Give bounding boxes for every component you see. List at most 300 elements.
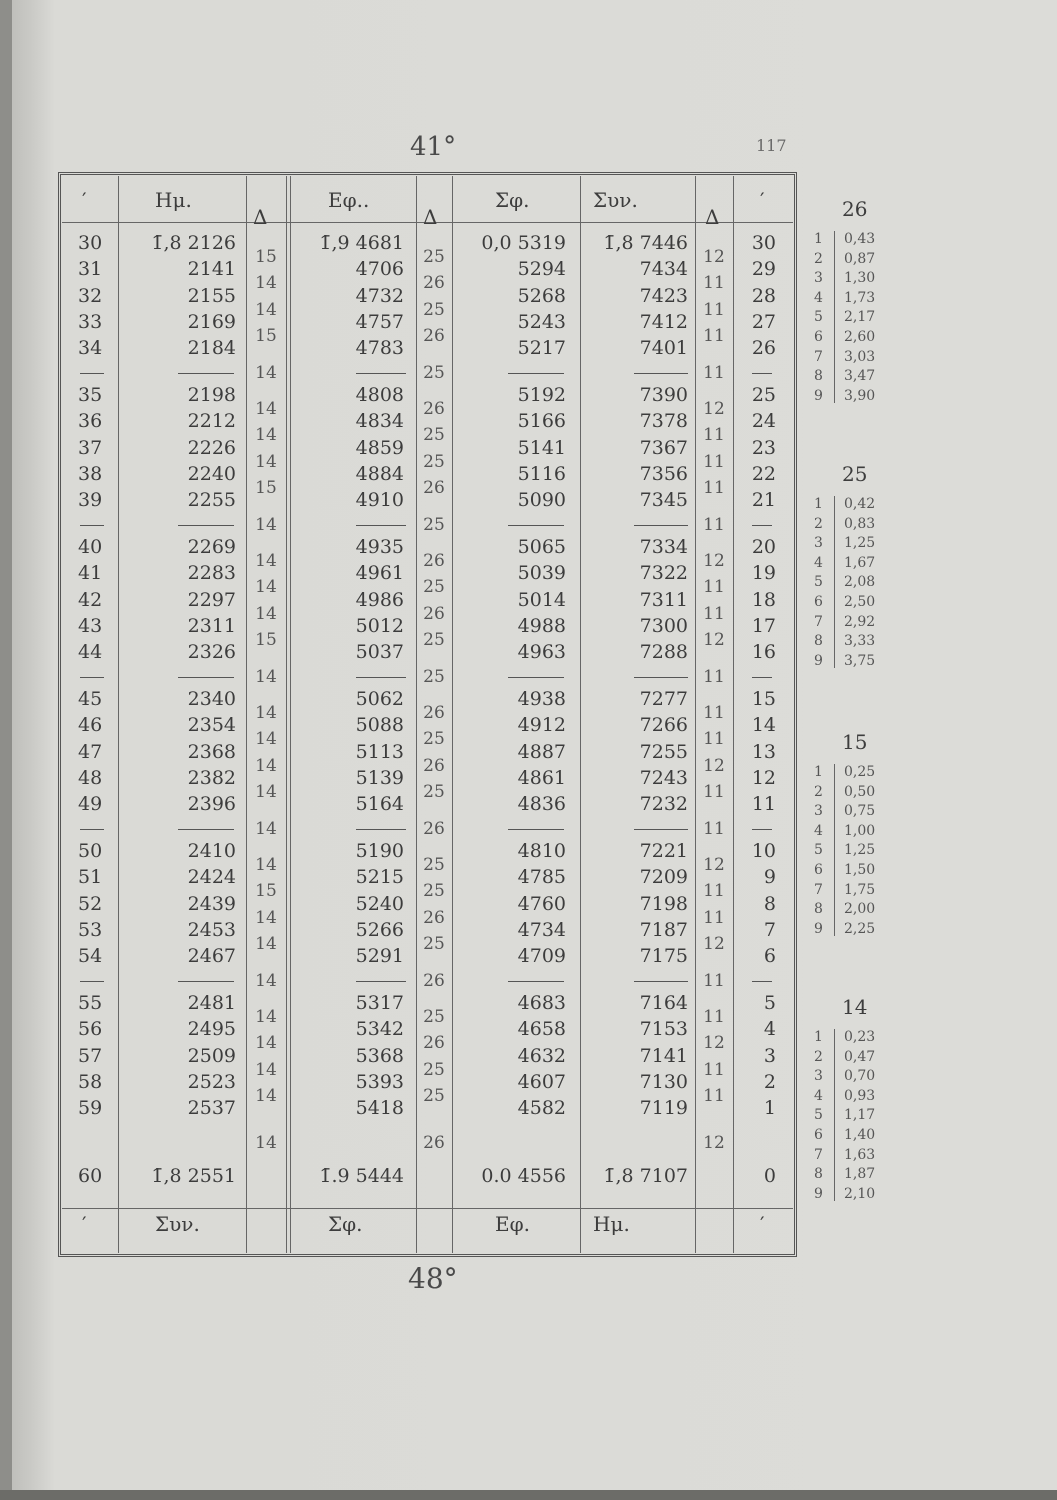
- delta-ef: 25: [423, 577, 445, 598]
- value-hm: 2467: [187, 945, 236, 968]
- group-dash: [634, 981, 688, 982]
- prop-parts-rule: [834, 1029, 835, 1201]
- column-rule: [118, 176, 119, 1253]
- delta-hm: 14: [255, 551, 277, 572]
- delta-syn: 12: [703, 551, 725, 572]
- minute-left: 30: [78, 232, 103, 254]
- value-hm: 2283: [187, 562, 236, 585]
- delta-hm: 14: [255, 818, 277, 839]
- value-hm: 1̄,8 2551: [151, 1165, 236, 1187]
- prop-parts-value: 2,25: [844, 920, 876, 937]
- value-hm: 2509: [187, 1044, 236, 1067]
- minute-left: 42: [78, 588, 103, 611]
- minute-left: 59: [78, 1097, 103, 1120]
- value-ef: 5012: [355, 614, 404, 637]
- delta-ef: 25: [423, 1007, 445, 1028]
- minute-left: 44: [78, 641, 103, 664]
- page-binding: [0, 0, 12, 1500]
- delta-hm: 14: [255, 1059, 277, 1080]
- prop-parts-value: 0,83: [844, 515, 876, 532]
- group-dash: [634, 677, 688, 678]
- value-sf: 4810: [517, 840, 566, 862]
- delta-syn: 11: [703, 273, 725, 294]
- value-ef: 5342: [355, 1018, 404, 1041]
- prop-parts-value: 2,92: [844, 613, 876, 630]
- delta-hm: 14: [255, 855, 277, 876]
- prop-parts-index: 2: [814, 250, 823, 267]
- prop-parts-index: 8: [814, 1166, 823, 1183]
- prop-parts-index: 4: [814, 1087, 823, 1104]
- value-syn: 7322: [639, 562, 688, 585]
- value-ef: 4961: [355, 562, 404, 585]
- prop-parts-index: 4: [814, 289, 823, 306]
- header-degree: 41°: [410, 132, 457, 162]
- prop-parts-title: 15: [842, 730, 868, 754]
- prop-parts-index: 1: [814, 764, 823, 780]
- value-sf: 5065: [517, 536, 566, 558]
- group-dash: [80, 677, 104, 678]
- value-hm: 2326: [187, 641, 236, 664]
- value-hm: 2424: [187, 866, 236, 889]
- prop-parts-value: 3,75: [844, 652, 876, 669]
- value-syn: 1̄,8 7446: [603, 232, 688, 254]
- value-sf: 5268: [517, 284, 566, 307]
- minute-left: 33: [78, 310, 103, 333]
- value-sf: 4709: [517, 945, 566, 968]
- group-dash: [508, 829, 564, 830]
- value-ef: 5317: [355, 992, 404, 1014]
- group-dash: [178, 373, 234, 374]
- minute-right: 28: [751, 284, 776, 307]
- prop-parts-index: 3: [814, 1068, 823, 1085]
- group-dash: [752, 373, 772, 374]
- delta-syn: 11: [703, 703, 725, 724]
- column-header: Δ: [253, 205, 268, 229]
- delta-ef: 25: [423, 881, 445, 902]
- prop-parts-index: 1: [814, 496, 823, 512]
- prop-parts-value: 2,10: [844, 1185, 876, 1202]
- value-hm: 1̄,8 2126: [151, 232, 236, 254]
- delta-ef: 26: [423, 603, 445, 624]
- minute-right: 13: [751, 740, 776, 763]
- value-sf: 4887: [517, 740, 566, 763]
- minute-right: 22: [751, 462, 776, 485]
- value-hm: 2255: [187, 489, 236, 512]
- value-syn: 7164: [639, 992, 688, 1014]
- minute-left: 36: [78, 410, 103, 433]
- group-dash: [634, 373, 688, 374]
- minute-left: 46: [78, 714, 103, 737]
- group-dash: [80, 829, 104, 830]
- prop-parts-value: 0,50: [844, 783, 876, 800]
- minute-right: 14: [751, 714, 776, 737]
- delta-syn: 12: [703, 630, 725, 651]
- value-sf: 5166: [517, 410, 566, 433]
- column-header: Συν.: [593, 188, 638, 212]
- value-hm: 2439: [187, 892, 236, 915]
- prop-parts-index: 3: [814, 535, 823, 552]
- column-header: Δ: [705, 205, 720, 229]
- prop-parts-value: 1,40: [844, 1127, 876, 1143]
- value-syn: 7412: [639, 310, 688, 333]
- value-ef: 5368: [355, 1044, 404, 1067]
- column-footer: Εφ.: [495, 1212, 530, 1236]
- minute-left: 31: [78, 258, 103, 281]
- group-dash: [356, 373, 406, 374]
- delta-hm: 14: [255, 451, 277, 472]
- value-ef: 5418: [355, 1097, 404, 1120]
- prop-parts-index: 1: [814, 231, 823, 247]
- prop-parts-value: 1,00: [844, 822, 876, 839]
- prop-parts-value: 0,25: [844, 764, 876, 780]
- minute-left: 34: [78, 337, 103, 360]
- minute-left: 39: [78, 489, 103, 512]
- group-dash: [508, 677, 564, 678]
- value-sf: 4938: [517, 688, 566, 710]
- delta-ef: 25: [423, 782, 445, 803]
- value-ef: 4935: [355, 536, 404, 558]
- footer-rule: [62, 1208, 793, 1209]
- value-syn: 7255: [639, 740, 688, 763]
- minute-right: 5: [763, 992, 776, 1014]
- minute-right: 2: [763, 1070, 776, 1093]
- value-syn: 7198: [639, 892, 688, 915]
- delta-hm: 14: [255, 703, 277, 724]
- value-ef: 5266: [355, 918, 404, 941]
- minute-right: 20: [751, 536, 776, 558]
- value-syn: 7288: [639, 641, 688, 664]
- value-sf: 5039: [517, 562, 566, 585]
- value-syn: 7345: [639, 489, 688, 512]
- delta-syn: 12: [703, 1133, 725, 1154]
- prop-parts-index: 9: [814, 387, 823, 404]
- delta-hm: 14: [255, 1033, 277, 1054]
- value-sf: 5294: [517, 258, 566, 281]
- value-hm: 2382: [187, 766, 236, 789]
- value-ef: 4834: [355, 410, 404, 433]
- column-header: Ημ.: [155, 188, 192, 212]
- group-dash: [752, 677, 772, 678]
- value-ef: 1̄,9 4681: [319, 232, 404, 254]
- value-syn: 7334: [639, 536, 688, 558]
- delta-syn: 12: [703, 1033, 725, 1054]
- delta-hm: 14: [255, 755, 277, 776]
- value-syn: 7378: [639, 410, 688, 433]
- value-hm: 2169: [187, 310, 236, 333]
- value-ef: 4706: [355, 258, 404, 281]
- delta-ef: 26: [423, 478, 445, 499]
- delta-syn: 11: [703, 818, 725, 839]
- value-sf: 5014: [517, 588, 566, 611]
- prop-parts-value: 0,75: [844, 803, 876, 820]
- value-sf: 4734: [517, 918, 566, 941]
- value-syn: 7175: [639, 945, 688, 968]
- minute-right: 10: [751, 840, 776, 862]
- delta-ef: 26: [423, 326, 445, 347]
- minute-left: 51: [78, 866, 103, 889]
- group-dash: [752, 525, 772, 526]
- prop-parts-index: 1: [814, 1029, 823, 1045]
- prop-parts-index: 2: [814, 1048, 823, 1065]
- delta-syn: 11: [703, 326, 725, 347]
- value-hm: 2396: [187, 793, 236, 816]
- value-ef: 5164: [355, 793, 404, 816]
- prop-parts-value: 1,73: [844, 289, 876, 306]
- prop-parts-index: 6: [814, 329, 823, 345]
- value-hm: 2269: [187, 536, 236, 558]
- minute-left: 35: [78, 384, 103, 406]
- delta-hm: 15: [255, 326, 277, 347]
- delta-hm: 14: [255, 1086, 277, 1107]
- value-syn: 7401: [639, 337, 688, 360]
- prop-parts-title: 26: [842, 197, 868, 221]
- delta-hm: 14: [255, 362, 277, 383]
- value-sf: 4963: [517, 641, 566, 664]
- minute-right: 8: [763, 892, 776, 915]
- delta-hm: 14: [255, 1133, 277, 1154]
- delta-syn: 11: [703, 603, 725, 624]
- value-hm: 2354: [187, 714, 236, 737]
- prop-parts-value: 3,03: [844, 348, 876, 365]
- prop-parts-index: 4: [814, 822, 823, 839]
- delta-syn: 11: [703, 451, 725, 472]
- prop-parts-value: 3,90: [844, 387, 876, 404]
- prop-parts-index: 5: [814, 842, 823, 859]
- minute-left: 47: [78, 740, 103, 763]
- value-sf: 4836: [517, 793, 566, 816]
- group-dash: [508, 981, 564, 982]
- delta-syn: 11: [703, 729, 725, 750]
- column-rule: [286, 176, 287, 1253]
- prop-parts-index: 2: [814, 783, 823, 800]
- value-syn: 7390: [639, 384, 688, 406]
- minute-left: 53: [78, 918, 103, 941]
- prop-parts-index: 8: [814, 901, 823, 918]
- value-syn: 7130: [639, 1070, 688, 1093]
- delta-syn: 11: [703, 425, 725, 446]
- prop-parts-index: 9: [814, 1185, 823, 1202]
- minute-left: 54: [78, 945, 103, 968]
- minute-left: 49: [78, 793, 103, 816]
- minute-right: 7: [763, 918, 776, 941]
- prop-parts-index: 5: [814, 574, 823, 591]
- value-hm: 2141: [187, 258, 236, 281]
- page-number: 117: [756, 136, 787, 155]
- group-dash: [634, 829, 688, 830]
- delta-hm: 14: [255, 603, 277, 624]
- prop-parts-value: 1,63: [844, 1146, 876, 1163]
- delta-syn: 11: [703, 577, 725, 598]
- minute-right: 15: [751, 688, 776, 710]
- prop-parts-value: 1,87: [844, 1166, 876, 1183]
- value-hm: 2184: [187, 337, 236, 360]
- prop-parts-value: 2,17: [844, 309, 876, 326]
- minute-left: 56: [78, 1018, 103, 1041]
- value-sf: 5243: [517, 310, 566, 333]
- minute-right: 25: [751, 384, 776, 406]
- delta-hm: 14: [255, 399, 277, 420]
- value-ef: 5139: [355, 766, 404, 789]
- value-ef: 4783: [355, 337, 404, 360]
- column-header: Σφ.: [495, 188, 530, 212]
- delta-ef: 25: [423, 362, 445, 383]
- delta-hm: 14: [255, 273, 277, 294]
- group-dash: [356, 525, 406, 526]
- delta-ef: 26: [423, 755, 445, 776]
- delta-ef: 25: [423, 1086, 445, 1107]
- value-ef: 5190: [355, 840, 404, 862]
- minute-right: 4: [763, 1018, 776, 1041]
- value-sf: 4912: [517, 714, 566, 737]
- group-dash: [356, 981, 406, 982]
- value-syn: 7356: [639, 462, 688, 485]
- value-ef: 1̄.9 5444: [319, 1165, 404, 1187]
- delta-ef: 25: [423, 425, 445, 446]
- prop-parts-index: 6: [814, 1127, 823, 1143]
- minute-right: 27: [751, 310, 776, 333]
- minute-left: 43: [78, 614, 103, 637]
- prop-parts-value: 3,47: [844, 368, 876, 385]
- minute-right: 19: [751, 562, 776, 585]
- prop-parts-index: 2: [814, 515, 823, 532]
- delta-syn: 11: [703, 362, 725, 383]
- prop-parts-index: 6: [814, 594, 823, 610]
- prop-parts-index: 8: [814, 368, 823, 385]
- prop-parts-index: 7: [814, 613, 823, 630]
- value-sf: 0.0 4556: [481, 1165, 566, 1187]
- minute-right: 6: [763, 945, 776, 968]
- delta-hm: 14: [255, 1007, 277, 1028]
- group-dash: [752, 981, 772, 982]
- minute-right: 29: [751, 258, 776, 281]
- prop-parts-value: 0,43: [844, 231, 876, 247]
- minute-right: 11: [751, 793, 776, 816]
- minute-right: 16: [751, 641, 776, 664]
- prop-parts-index: 5: [814, 309, 823, 326]
- group-dash: [178, 677, 234, 678]
- delta-ef: 25: [423, 630, 445, 651]
- value-ef: 5240: [355, 892, 404, 915]
- value-sf: 4988: [517, 614, 566, 637]
- prop-parts-value: 1,25: [844, 535, 876, 552]
- delta-syn: 11: [703, 478, 725, 499]
- value-ef: 5088: [355, 714, 404, 737]
- value-ef: 4910: [355, 489, 404, 512]
- minute-right: 18: [751, 588, 776, 611]
- minute-right: 3: [763, 1044, 776, 1067]
- delta-ef: 26: [423, 1033, 445, 1054]
- column-rule: [580, 176, 581, 1253]
- prop-parts-index: 5: [814, 1107, 823, 1124]
- delta-ef: 25: [423, 934, 445, 955]
- value-ef: 4757: [355, 310, 404, 333]
- value-ef: 4732: [355, 284, 404, 307]
- delta-hm: 14: [255, 729, 277, 750]
- value-hm: 2212: [187, 410, 236, 433]
- prop-parts-value: 2,08: [844, 574, 876, 591]
- value-hm: 2481: [187, 992, 236, 1014]
- delta-ef: 26: [423, 551, 445, 572]
- delta-ef: 25: [423, 855, 445, 876]
- prop-parts-index: 6: [814, 862, 823, 878]
- delta-syn: 11: [703, 514, 725, 535]
- minute-left: 57: [78, 1044, 103, 1067]
- value-syn: 7277: [639, 688, 688, 710]
- delta-syn: 11: [703, 970, 725, 991]
- prop-parts-value: 2,00: [844, 901, 876, 918]
- group-dash: [634, 525, 688, 526]
- prop-parts-title: 25: [842, 462, 868, 486]
- minute-left: 37: [78, 436, 103, 459]
- value-ef: 4859: [355, 436, 404, 459]
- delta-ef: 25: [423, 1059, 445, 1080]
- value-sf: 5116: [517, 462, 566, 485]
- prop-parts-value: 3,33: [844, 633, 876, 650]
- value-hm: 2198: [187, 384, 236, 406]
- value-syn: 7367: [639, 436, 688, 459]
- value-hm: 2495: [187, 1018, 236, 1041]
- value-syn: 7221: [639, 840, 688, 862]
- delta-ef: 26: [423, 970, 445, 991]
- value-sf: 5090: [517, 489, 566, 512]
- value-syn: 7434: [639, 258, 688, 281]
- column-footer: ′: [760, 1212, 765, 1236]
- value-ef: 4986: [355, 588, 404, 611]
- delta-syn: 11: [703, 881, 725, 902]
- column-header: ′: [760, 188, 765, 212]
- prop-parts-index: 9: [814, 920, 823, 937]
- minute-right: 9: [763, 866, 776, 889]
- value-sf: 4760: [517, 892, 566, 915]
- prop-parts-value: 0,70: [844, 1068, 876, 1085]
- group-dash: [356, 677, 406, 678]
- column-header: Εφ..: [328, 188, 370, 212]
- delta-hm: 15: [255, 478, 277, 499]
- prop-parts-value: 1,17: [844, 1107, 876, 1124]
- minute-left: 48: [78, 766, 103, 789]
- value-hm: 2523: [187, 1070, 236, 1093]
- footer-degree: 48°: [408, 1262, 458, 1295]
- delta-ef: 26: [423, 818, 445, 839]
- delta-hm: 15: [255, 247, 277, 268]
- value-sf: 4861: [517, 766, 566, 789]
- delta-hm: 14: [255, 666, 277, 687]
- minute-right: 26: [751, 337, 776, 360]
- value-syn: 7266: [639, 714, 688, 737]
- prop-parts-value: 2,50: [844, 594, 876, 610]
- group-dash: [178, 829, 234, 830]
- page-bottom-edge: [0, 1490, 1057, 1500]
- prop-parts-value: 2,60: [844, 329, 876, 345]
- prop-parts-value: 0,47: [844, 1048, 876, 1065]
- minute-right: 23: [751, 436, 776, 459]
- minute-left: 60: [78, 1165, 103, 1187]
- prop-parts-index: 9: [814, 652, 823, 669]
- delta-hm: 14: [255, 934, 277, 955]
- group-dash: [178, 981, 234, 982]
- delta-ef: 26: [423, 1133, 445, 1154]
- minute-right: 21: [751, 489, 776, 512]
- value-syn: 7232: [639, 793, 688, 816]
- delta-syn: 11: [703, 782, 725, 803]
- column-footer: Σφ.: [328, 1212, 363, 1236]
- value-syn: 7187: [639, 918, 688, 941]
- column-footer: ′: [82, 1212, 87, 1236]
- value-hm: 2311: [187, 614, 236, 637]
- prop-parts-index: 3: [814, 270, 823, 287]
- column-footer: Συν.: [155, 1212, 200, 1236]
- minute-left: 38: [78, 462, 103, 485]
